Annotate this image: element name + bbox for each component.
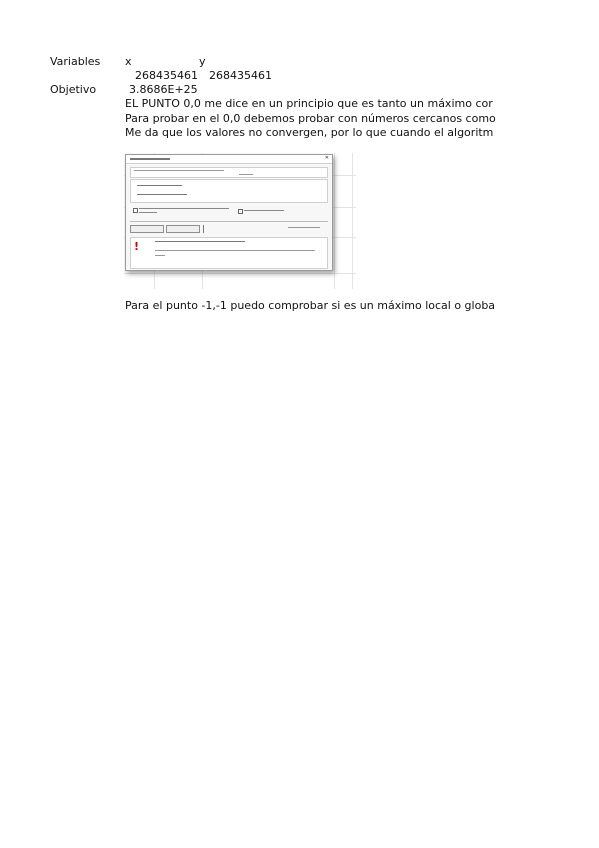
y-value: 268435461 — [209, 69, 272, 82]
note-line-1: EL PUNTO 0,0 me dice en un principio que es tanto un máximo cor — [125, 97, 493, 110]
dialog-options-box — [130, 179, 328, 203]
x-header: x — [125, 55, 132, 68]
note-line-3: Me da que los valores no convergen, por lo que cuando el algoritm — [125, 126, 494, 139]
x-value: 268435461 — [135, 69, 198, 82]
close-icon: ✕ — [324, 155, 329, 161]
objetivo-label: Objetivo — [50, 83, 97, 96]
solver-dialog — [125, 154, 333, 271]
checkbox-icon — [238, 209, 243, 214]
bottom-note: Para el punto -1,-1 puedo comprobar si es un máximo local o globa — [125, 299, 496, 312]
dialog-warning-box — [130, 237, 328, 269]
y-header: y — [199, 55, 206, 68]
dialog-title-bar — [126, 155, 332, 164]
variables-label: Variables — [50, 55, 101, 68]
objetivo-value: 3.8686E+25 — [129, 83, 198, 96]
warning-icon: ! — [134, 240, 140, 253]
dialog-message-row — [130, 167, 328, 178]
note-line-2: Para probar en el 0,0 debemos probar con números cercanos como — [125, 112, 496, 125]
dialog-button — [166, 225, 200, 233]
dialog-button — [130, 225, 164, 233]
checkbox-icon — [133, 208, 138, 213]
solver-dialog-screenshot — [124, 153, 356, 289]
